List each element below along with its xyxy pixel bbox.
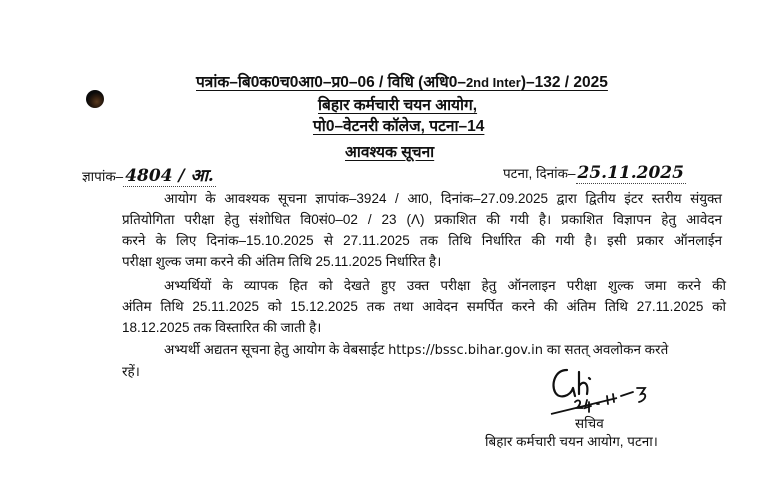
handwritten-signature <box>545 362 695 417</box>
date-label: पटना, दिनांक– <box>503 166 576 181</box>
paragraph-line: रहें। <box>122 364 140 379</box>
organization-name: बिहार कर्मचारी चयन आयोग, <box>318 97 478 114</box>
signatory-organization: बिहार कर्मचारी चयन आयोग, पटना। <box>485 434 658 449</box>
memo-number-handwritten: 4804 / आ. <box>123 163 216 187</box>
paragraph-1 <box>122 188 722 272</box>
paragraph-line: प्रतियोगिता परीक्षा हेतु संशोधित वि0सं0–02 / 23 (Λ) प्रकाशित की गयी है। प्रकाशित विज्ञापन हेतु आवेदन <box>122 212 722 227</box>
text-before-url: अभ्यर्थी अद्यतन सूचना हेतु आयोग के वेबसाईट <box>164 342 389 357</box>
text-after-url: का सतत् अवलोकन करते <box>542 342 669 357</box>
paragraph-line: परीक्षा शुल्क जमा करने की अंतिम तिथि 25.11.2025 निर्धारित है। <box>122 254 442 269</box>
paragraph-line: अंतिम तिथि 25.11.2025 को 15.12.2025 तक तथा आवेदन समर्पित करने की अंतिम तिथि 27.11.2025 को <box>122 299 726 314</box>
paragraph-line: करने के लिए दिनांक–15.10.2025 से 27.11.2025 तक तिथि निर्धारित की गयी है। इसी प्रकार ऑनलाईन <box>122 233 722 248</box>
letter-number <box>196 70 608 92</box>
letter-number-suffix: )–132 / 2025 <box>520 74 608 91</box>
letter-number-prefix: पत्रांक–बि0क0च0आ0–प्र0–06 / विधि (अधि0– <box>196 74 466 91</box>
paragraph-line: 18.12.2025 तक विस्तारित की जाती है। <box>122 320 322 335</box>
memo-number <box>82 163 216 187</box>
letter-number-english: 2nd Inter <box>465 75 521 90</box>
paragraph-line <box>122 339 726 361</box>
paragraph-line: आयोग के आवश्यक सूचना ज्ञापांक–3924 / आ0, दिनांक–27.09.2025 द्वारा द्वितीय इंटर स्तरीय संयुक्त <box>164 191 722 206</box>
paragraph-2 <box>122 275 726 338</box>
memo-label: ज्ञापांक– <box>82 169 124 184</box>
punch-hole-mark <box>86 90 104 108</box>
signatory-designation: सचिव <box>575 416 604 431</box>
website-link[interactable]: https://bssc.bihar.gov.in <box>388 343 543 358</box>
signature-scribble-icon <box>545 362 695 417</box>
paragraph-line: अभ्यर्थियों के व्यापक हित को देखते हुए उक्त परीक्षा हेतु ऑनलाइन परीक्षा शुल्क जमा करने की <box>164 278 726 293</box>
date-handwritten: 25.11.2025 <box>577 163 684 183</box>
organization-address: पो0–वेटनरी कॉलेज, पटना–14 <box>313 118 485 135</box>
date-line <box>503 163 686 184</box>
notice-title: आवश्यक सूचना <box>345 144 435 161</box>
